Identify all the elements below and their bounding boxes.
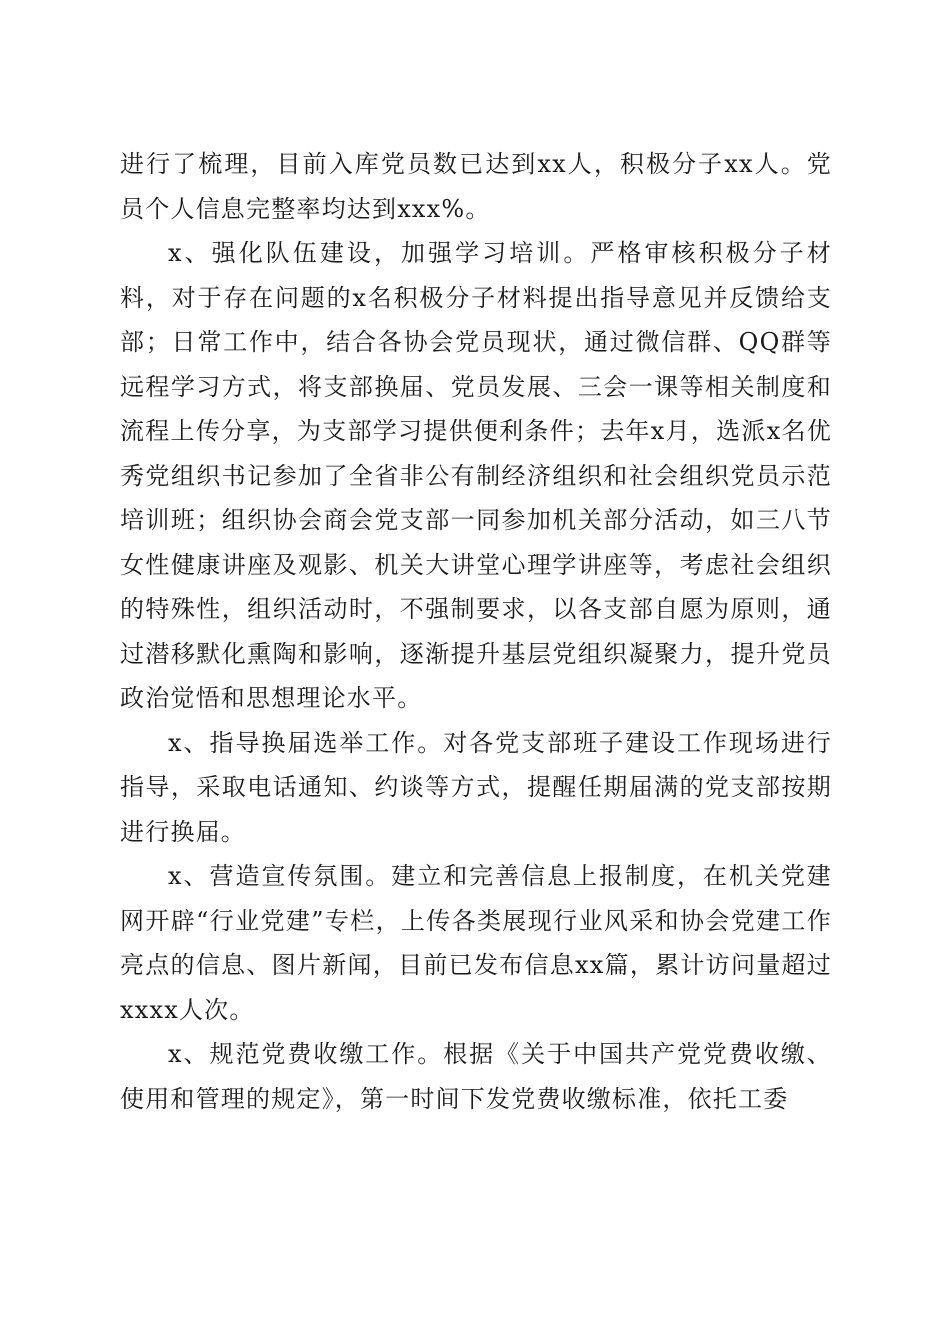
paragraph-party-dues: x、规范党费收缴工作。根据《关于中国共产党党费收缴、使用和管理的规定》，第一时间下发党费收缴标准，依托工委 xyxy=(120,1040,832,1113)
document-body xyxy=(120,142,832,1121)
paragraph-continuation: 进行了梳理，目前入库党员数已达到xx人，积极分子xx人。党员个人信息完整率均达到xxx%。 xyxy=(120,150,832,223)
paragraph-publicity: x、营造宣传氛围。建立和完善信息上报制度，在机关党建网开辟“行业党建”专栏，上传各类展现行业风采和协会党建工作亮点的信息、图片新闻，目前已发布信息xx篇，累计访问量超过xxxx人次。 xyxy=(120,862,832,1024)
paragraph-team-building: x、强化队伍建设，加强学习培训。严格审核积极分子材料，对于存在问题的x名积极分子材料提出指导意见并反馈给支部；日常工作中，结合各协会党员现状，通过微信群、QQ群等远程学习方式，将支部换届、党员发展、三会一课等相关制度和流程上传分享，为支部学习提供便利条件；去年x月，选派x名优秀党组织书记参加了全省非公有制经济组织和社会组织党员示范培训班；组织协会商会党支部一同参加机关部分活动，如三八节女性健康讲座及观影、机关大讲堂心理学讲座等，考虑社会组织的特殊性，组织活动时，不强制要求，以各支部自愿为原则，通过潜移默化熏陶和影响，逐渐提升基层党组织凝聚力，提升党员政治觉悟和思想理论水平。 xyxy=(120,239,832,712)
paragraph-election-guidance: x、指导换届选举工作。对各党支部班子建设工作现场进行指导，采取电话通知、约谈等方式，提醒任期届满的党支部按期进行换届。 xyxy=(120,728,832,846)
